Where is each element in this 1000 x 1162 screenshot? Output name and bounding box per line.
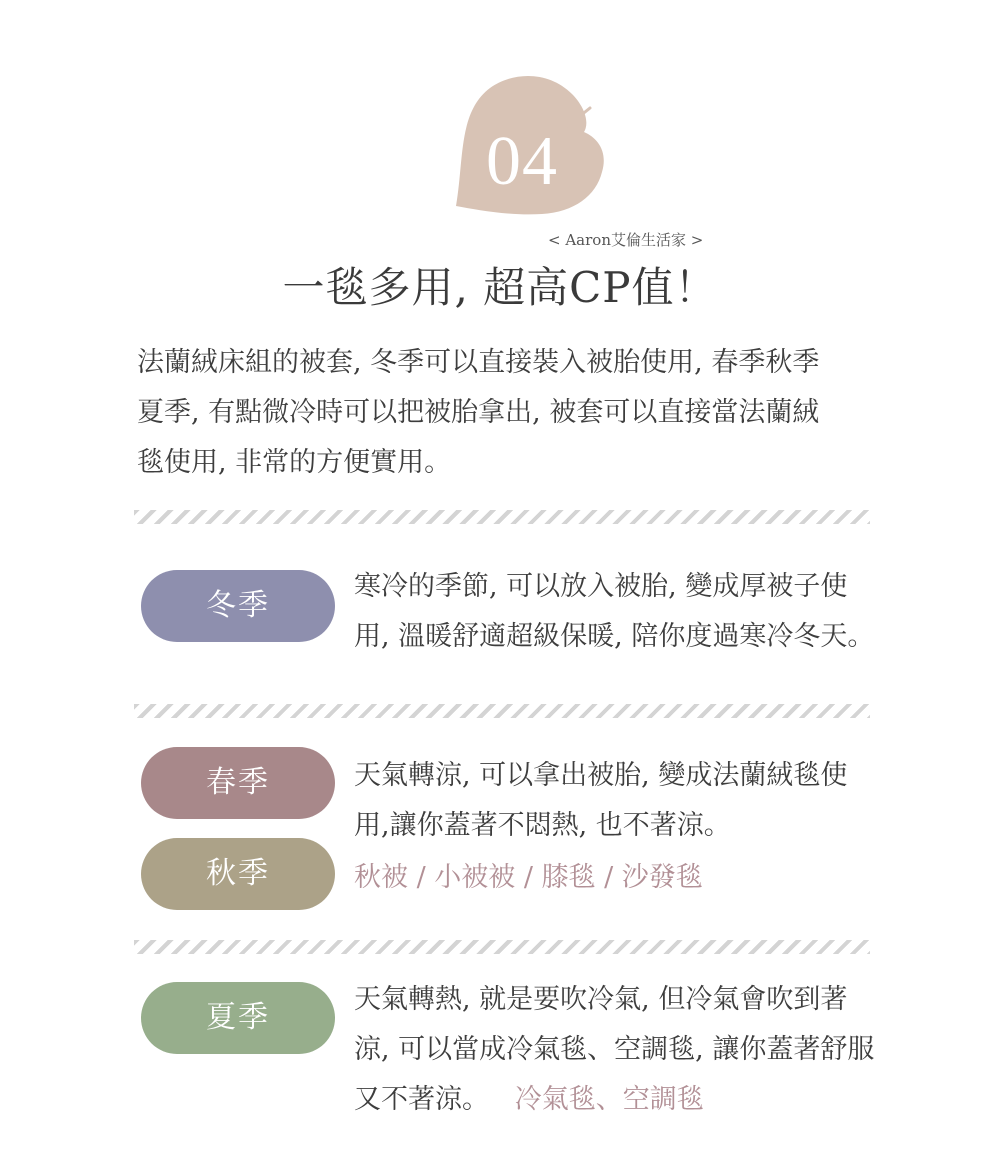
description-text: 又不著涼。 xyxy=(354,1084,489,1115)
season-pill-spring xyxy=(141,747,335,819)
description-line: 天氣轉涼, 可以拿出被胎, 變成法蘭絨毯使 xyxy=(354,760,848,791)
season-label: 春季 xyxy=(206,765,270,800)
dashed-divider xyxy=(134,510,870,524)
usage-tags: 秋被 / 小被被 / 膝毯 / 沙發毯 xyxy=(354,862,703,893)
description-line: 用, 溫暖舒適超級保暖, 陪你度過寒冷冬天。 xyxy=(354,621,875,652)
dashed-divider xyxy=(134,704,870,718)
intro-line: 法蘭絨床組的被套, 冬季可以直接裝入被胎使用, 春季秋季 xyxy=(137,347,820,378)
season-description-winter xyxy=(354,562,914,662)
usage-tags: 冷氣毯、空調毯 xyxy=(514,1084,704,1115)
season-pill-winter xyxy=(141,570,335,642)
dashed-divider xyxy=(134,940,870,954)
description-line: 用,讓你蓋著不悶熱, 也不著涼。 xyxy=(354,810,731,841)
page-title: 一毯多用, 超高CP值！ xyxy=(282,263,718,312)
brand-tagline: < Aaron艾倫生活家 > xyxy=(548,231,704,249)
season-label: 夏季 xyxy=(206,1000,270,1035)
description-line xyxy=(354,1075,914,1125)
season-pill-summer xyxy=(141,982,335,1054)
season-description-summer xyxy=(354,975,914,1125)
intro-line: 毯使用, 非常的方便實用。 xyxy=(137,447,452,478)
season-label: 秋季 xyxy=(206,856,270,891)
description-line: 涼, 可以當成冷氣毯、空調毯, 讓你蓋著舒服 xyxy=(354,1034,875,1065)
season-pill-autumn xyxy=(141,838,335,910)
season-description-spring-autumn xyxy=(354,751,914,851)
step-number: 04 xyxy=(486,123,558,200)
description-line: 寒冷的季節, 可以放入被胎, 變成厚被子使 xyxy=(354,571,848,602)
season-label: 冬季 xyxy=(206,588,270,623)
intro-line: 夏季, 有點微冷時可以把被胎拿出, 被套可以直接當法蘭絨 xyxy=(137,397,820,428)
description-line: 天氣轉熱, 就是要吹冷氣, 但冷氣會吹到著 xyxy=(354,984,848,1015)
intro-paragraph xyxy=(137,338,907,488)
